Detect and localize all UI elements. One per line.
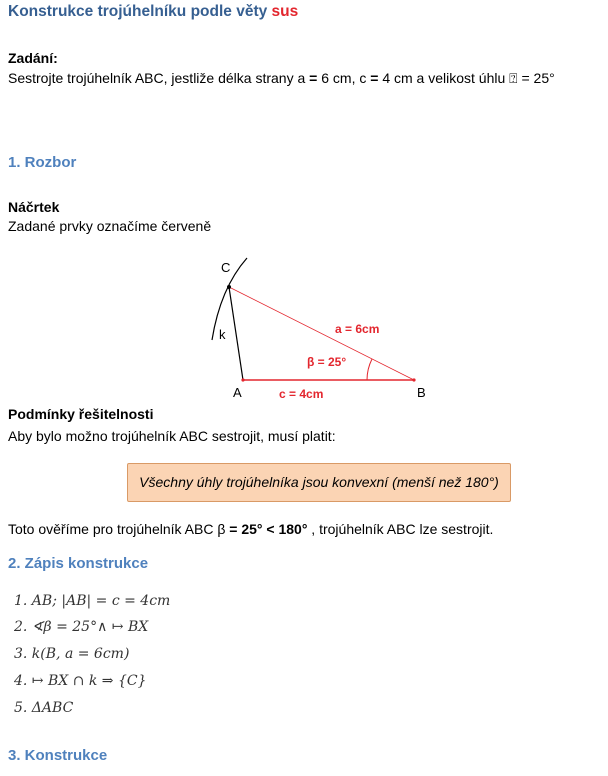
nacrtek-text: Zadané prvky označíme červeně <box>8 218 212 234</box>
podminky-text: Aby bylo možno trojúhelník ABC sestrojit, musí platit: <box>8 428 336 444</box>
nacrtek-heading: Náčrtek <box>8 199 60 215</box>
title-main: Konstrukce trojúhelníku podle věty <box>8 3 272 20</box>
label-angle-beta: β = 25° <box>307 355 347 369</box>
konstrukce-heading: 3. Konstrukce <box>8 747 108 764</box>
condition-check: Toto ověříme pro trojúhelník ABC β = 25° < 180° , trojúhelník ABC lze sestrojit. <box>8 521 494 537</box>
podminky-heading: Podmínky řešitelnosti <box>8 406 154 422</box>
rozbor-heading: 1. Rozbor <box>8 154 77 171</box>
zadani-heading: Zadání: <box>8 50 58 66</box>
construction-step: 2. ∢β = 25°∧ ↦ BX <box>14 619 149 635</box>
vertex-a-dot <box>241 378 244 381</box>
construction-step: 5. ΔABC <box>14 700 74 716</box>
construction-step: 3. k(B, a = 6cm) <box>14 646 130 662</box>
label-side-a: a = 6cm <box>335 322 380 336</box>
zadani-text: Sestrojte trojúhelník ABC, jestliže délka strany a = 6 cm, c = 4 cm a velikost úhlu ⍰ = 25° <box>8 70 555 86</box>
construction-step: 4. ↦ BX ∩ k ⇒ {C} <box>14 673 147 689</box>
vertex-c-dot <box>227 285 231 289</box>
label-a: A <box>233 385 242 400</box>
angle-arc <box>367 359 372 380</box>
zapis-heading: 2. Zápis konstrukce <box>8 555 149 572</box>
side-b-line <box>229 287 243 380</box>
label-side-c: c = 4cm <box>279 387 324 401</box>
label-c: C <box>221 260 231 275</box>
label-b: B <box>417 385 426 400</box>
condition-callout: Všechny úhly trojúhelníka jsou konvexní (menší než 180°) <box>127 463 511 502</box>
vertex-b-dot <box>412 378 415 381</box>
construction-step: 1. AB; |AB| = c = 4cm <box>14 593 171 609</box>
label-arc-k: k <box>219 327 226 342</box>
title-highlight: sus <box>271 3 299 20</box>
missing-glyph: ⍰ <box>509 70 518 86</box>
